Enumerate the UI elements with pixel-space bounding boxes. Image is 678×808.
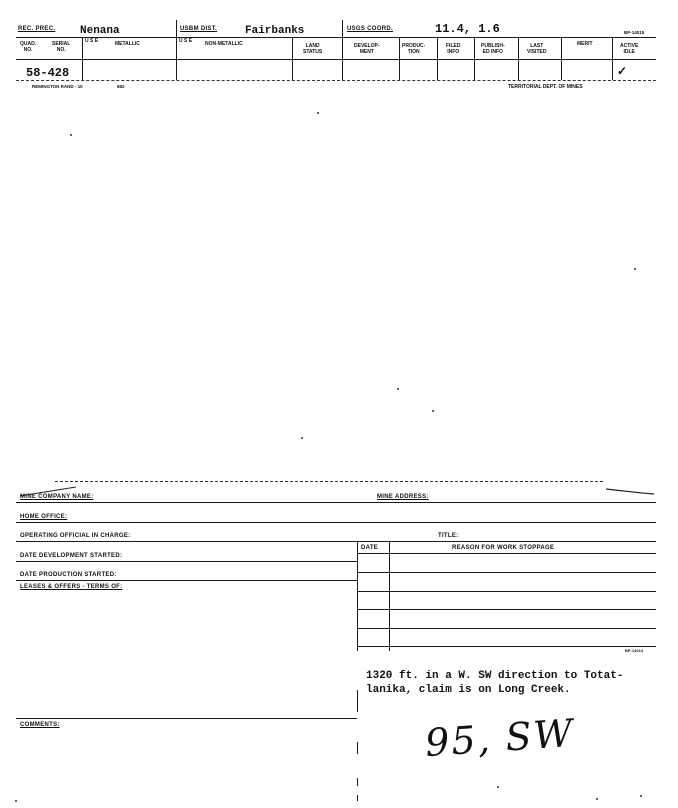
col-filed-info: FILED INFO <box>446 43 461 55</box>
scan-speck <box>432 410 434 412</box>
scan-speck <box>317 112 319 114</box>
usbm-dist-value: Fairbanks <box>245 25 305 37</box>
col-use-1: U S E <box>85 38 99 44</box>
leases-label: LEASES & OFFERS - TERMS OF: <box>20 584 123 590</box>
mine-address-label: MINE ADDRESS: <box>377 494 429 500</box>
quad-serial-value: 58-428 <box>26 66 70 80</box>
comments-label: COMMENTS: <box>20 722 60 728</box>
col-metallic: METALLIC <box>115 41 140 47</box>
col-serial: SERIAL NO. <box>52 41 71 53</box>
title-label: TITLE: <box>438 533 459 539</box>
active-checkmark: ✓ <box>617 64 628 78</box>
operating-official-label: OPERATING OFFICIAL IN CHARGE: <box>20 533 131 539</box>
form-code: BP-14015 <box>624 30 645 35</box>
scan-speck <box>634 268 636 270</box>
col-development: DEVELOP- MENT <box>354 43 380 55</box>
col-use-2: U S E <box>179 38 193 44</box>
scan-speck <box>15 800 17 802</box>
date-header: DATE <box>361 545 379 551</box>
col-published-info: PUBLISH- ED INFO <box>481 43 505 55</box>
rec-prec-label: REC. PREC. <box>18 26 56 32</box>
date-development-label: DATE DEVELOPMENT STARTED: <box>20 553 123 559</box>
scan-speck <box>596 798 598 800</box>
col-land-status: LAND STATUS <box>303 43 323 55</box>
notes-line-2: lanika, claim is on Long Creek. <box>366 684 571 696</box>
rec-prec-value: Nenana <box>80 25 120 37</box>
notes-line-1: 1320 ft. in a W. SW direction to Totat- <box>366 670 624 682</box>
record-bottom-rule <box>16 80 656 81</box>
subheader-rule <box>16 59 656 60</box>
handwritten-note: 95, SW <box>423 710 576 766</box>
mine-company-label: MINE COMPANY NAME: <box>20 494 94 500</box>
scan-speck <box>640 795 642 797</box>
scan-speck <box>301 437 303 439</box>
home-office-label: HOME OFFICE: <box>20 514 68 520</box>
col-merit: MERIT <box>577 41 593 47</box>
scan-speck <box>497 786 499 788</box>
scan-speck <box>397 388 399 390</box>
col-nonmetallic: NON-METALLIC <box>205 41 243 47</box>
scan-speck <box>70 134 72 136</box>
territorial-dept-label: TERRITORIAL DEPT. OF MINES <box>508 84 583 90</box>
usgs-coord-value: 11.4, 1.6 <box>435 22 500 36</box>
col-quad: QUAD. NO. <box>20 41 37 53</box>
date-production-label: DATE PRODUCTION STARTED: <box>20 572 117 578</box>
usbm-dist-label: USBM DIST. <box>180 26 218 32</box>
header-rule <box>16 37 656 38</box>
remington-code: 882 <box>117 84 125 89</box>
reason-header: REASON FOR WORK STOPPAGE <box>452 545 555 551</box>
mine-company-stroke <box>16 484 656 500</box>
col-active-idle: ACTIVE IDLE <box>620 43 639 55</box>
lower-form-code: BP-14014 <box>625 648 644 653</box>
col-production: PRODUC- TION <box>402 43 426 55</box>
usgs-coord-label: USGS COORD. <box>347 26 393 32</box>
col-last-visited: LAST VISITED <box>527 43 547 55</box>
remington-label: REMINGTON RAND - 10 <box>32 84 83 89</box>
